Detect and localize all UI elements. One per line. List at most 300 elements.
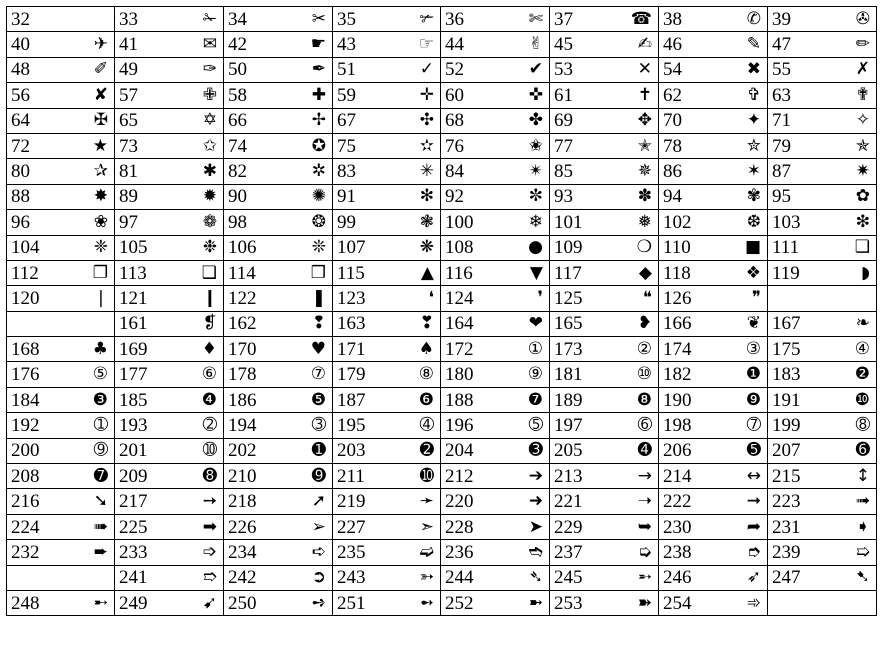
dingbat-glyph: ✰ [93,161,108,182]
table-cell [7,489,115,514]
table-cell [115,286,224,311]
char-code: 166 [663,313,692,335]
table-cell [333,540,441,565]
dingbat-glyph: ✐ [93,59,108,80]
table-cell [441,210,550,235]
char-code: 86 [663,161,682,183]
char-code: 250 [228,592,257,614]
char-code: 38 [663,8,682,30]
table-row [7,337,877,362]
char-code: 198 [663,414,692,436]
dingbat-glyph: ✔ [528,59,543,80]
dingbat-glyph: ➱ [202,567,217,588]
dingbat-glyph: ➉ [202,440,217,461]
table-row [7,311,877,336]
dingbat-glyph: ❁ [202,211,217,232]
dingbat-glyph: ✖ [746,59,761,80]
dingbat-glyph: ➇ [855,414,870,435]
table-cell [7,590,115,615]
char-code: 88 [11,186,30,208]
char-code: 176 [11,364,40,386]
dingbat-glyph: ➁ [202,414,217,435]
dingbat-glyph: ❙ [202,287,217,308]
char-code: 94 [663,186,682,208]
dingbat-glyph: ✌ [528,34,543,55]
char-code: 100 [445,211,474,233]
table-cell [333,108,441,133]
table-cell [441,489,550,514]
table-cell [441,514,550,539]
char-code: 204 [445,440,474,462]
dingbat-glyph: ➑ [202,465,217,486]
char-code: 70 [663,110,682,132]
char-code: 214 [663,465,692,487]
dingbat-glyph: ✱ [202,161,217,182]
dingbat-glyph: ❃ [419,211,434,232]
char-code: 201 [119,440,148,462]
table-cell [115,464,224,489]
char-code: 49 [119,59,138,81]
dingbat-glyph: ➾ [746,592,761,613]
dingbat-glyph: ➘ [93,491,108,512]
char-code: 55 [772,59,791,81]
dingbat-glyph: ● [528,237,543,258]
dingbat-glyph: → [637,465,652,486]
char-code: 249 [119,592,148,614]
table-cell [7,32,115,57]
dingbat-glyph: ❜ [537,287,543,308]
char-code: 207 [772,440,801,462]
char-code: 87 [772,161,791,183]
char-code: 233 [119,541,148,563]
dingbat-glyph: ❊ [311,237,326,258]
dingbat-glyph: ▼ [529,262,543,283]
char-code: 77 [554,135,573,157]
char-code: 253 [554,592,583,614]
char-code: 254 [663,592,692,614]
dingbat-glyph: ✶ [746,161,761,182]
char-code: 238 [663,541,692,563]
char-code: 203 [337,440,366,462]
dingbat-glyph: ⑩ [636,364,652,385]
char-code: 237 [554,541,583,563]
dingbat-glyph: ✒ [311,59,326,80]
table-cell [7,235,115,260]
table-row [7,362,877,387]
dingbat-glyph: ✡ [202,110,217,131]
char-code: 183 [772,364,801,386]
char-code: 120 [11,287,40,309]
table-cell [115,260,224,285]
char-code: 216 [11,491,40,513]
dingbat-glyph: ④ [854,338,870,359]
dingbat-glyph: ➡ [202,516,217,537]
dingbat-glyph: ➈ [93,440,108,461]
dingbat-glyph: ✤ [528,110,543,131]
dingbat-glyph: ➸ [93,592,108,613]
char-code: 41 [119,34,138,56]
dingbat-glyph: ③ [745,338,761,359]
table-cell [659,83,768,108]
dingbat-glyph: ❥ [637,313,652,334]
table-row [7,260,877,285]
dingbat-glyph: ❇ [855,211,870,232]
char-code: 32 [11,8,30,30]
char-code: 112 [11,262,39,284]
table-cell [333,590,441,615]
char-code: 220 [445,491,474,513]
char-code: 171 [337,338,366,360]
table-cell [7,133,115,158]
char-code: 46 [663,34,682,56]
dingbat-glyph: ✭ [637,135,652,156]
dingbat-glyph: ➓ [419,465,434,486]
table-cell [550,489,659,514]
char-code: 60 [445,84,464,106]
table-cell [659,159,768,184]
dingbat-glyph: ❆ [746,211,761,232]
char-code: 228 [445,516,474,538]
char-code: 98 [228,211,247,233]
table-cell [333,159,441,184]
table-row [7,387,877,412]
table-cell [659,32,768,57]
dingbat-glyph: ✞ [746,84,761,105]
dingbat-glyph: ➝ [637,491,652,512]
char-code: 102 [663,211,692,233]
dingbat-glyph: ➚ [311,491,326,512]
dingbat-glyph: ❄ [528,211,543,232]
char-code: 241 [119,567,148,589]
char-code: 126 [663,287,692,309]
dingbat-glyph: ✴ [528,161,543,182]
dingbat-glyph: ❸ [92,389,108,410]
char-code: 101 [554,211,583,233]
table-cell [768,387,877,412]
char-code: 239 [772,541,801,563]
table-cell [659,7,768,32]
dingbat-glyph: ➄ [528,414,543,435]
table-cell [441,590,550,615]
table-cell [441,7,550,32]
table-cell [224,590,333,615]
table-cell [224,260,333,285]
dingbat-glyph: ✕ [637,59,652,80]
char-code: 225 [119,516,148,538]
char-code: 124 [445,287,474,309]
char-code: 177 [119,364,148,386]
char-code: 205 [554,440,583,462]
char-code: 252 [445,592,474,614]
table-cell [224,7,333,32]
dingbat-glyph: ➜ [528,491,543,512]
char-code: 43 [337,34,356,56]
char-code: 47 [772,34,791,56]
table-cell [224,362,333,387]
dingbat-glyph: ❀ [93,211,108,232]
table-cell [115,108,224,133]
char-code: 186 [228,389,257,411]
table-cell [768,184,877,209]
dingbat-glyph: ➒ [311,465,326,486]
char-code: 243 [337,567,366,589]
table-cell [659,565,768,590]
dingbat-glyph: ❞ [751,287,761,308]
dingbat-glyph: ✄ [528,8,543,29]
table-cell [550,286,659,311]
char-code: 56 [11,84,30,106]
table-cell [333,133,441,158]
dingbat-glyph: ❿ [854,389,870,410]
char-code: 224 [11,516,40,538]
char-code: 218 [228,491,257,513]
table-cell [768,540,877,565]
dingbat-glyph: ✷ [855,161,870,182]
char-code: 34 [228,8,247,30]
dingbat-glyph: ➆ [746,414,761,435]
dingbat-glyph: ❚ [311,287,326,308]
char-code: 248 [11,592,40,614]
table-cell [333,57,441,82]
char-code: 174 [663,338,692,360]
table-row [7,489,877,514]
char-code: 170 [228,338,257,360]
char-code: 125 [554,287,583,309]
char-code: 67 [337,110,356,132]
dingbat-code-table [6,6,877,616]
table-cell [550,590,659,615]
table-row [7,235,877,260]
table-cell [333,7,441,32]
dingbat-glyph: ◆ [638,262,652,283]
table-cell [441,362,550,387]
dingbat-glyph: ✆ [746,8,761,29]
table-cell [768,362,877,387]
table-cell [768,413,877,438]
dingbat-glyph: ➊ [311,440,326,461]
dingbat-glyph: ❼ [527,389,543,410]
char-code: 195 [337,414,366,436]
dingbat-glyph: ➪ [311,541,326,562]
table-cell [7,311,115,336]
dingbat-glyph: ✩ [202,135,217,156]
dingbat-glyph: ✯ [855,135,870,156]
dingbat-glyph: ↔ [746,465,761,486]
table-cell [224,32,333,57]
table-cell [333,83,441,108]
char-code: 169 [119,338,148,360]
table-cell [333,464,441,489]
char-code: 123 [337,287,366,309]
table-cell [550,83,659,108]
char-code: 74 [228,135,247,157]
dingbat-glyph: ✇ [855,8,870,29]
table-cell [768,108,877,133]
char-code: 111 [772,237,800,259]
char-code: 79 [772,135,791,157]
table-cell [115,540,224,565]
table-cell [7,362,115,387]
char-code: 251 [337,592,366,614]
dingbat-glyph: ➏ [855,440,870,461]
dingbat-glyph: ✙ [202,84,217,105]
dingbat-glyph: ⑥ [201,364,217,385]
dingbat-glyph: ➽ [637,592,652,613]
dingbat-glyph: ✁ [202,8,217,29]
table-row [7,57,877,82]
char-code: 81 [119,161,138,183]
dingbat-glyph: ➶ [746,567,761,588]
char-code: 116 [445,262,473,284]
table-cell [7,286,115,311]
table-cell [768,210,877,235]
dingbat-glyph: ➳ [419,567,434,588]
char-code: 117 [554,262,582,284]
table-cell [333,311,441,336]
table-cell [550,184,659,209]
table-row [7,159,877,184]
char-code: 208 [11,465,40,487]
table-cell [224,311,333,336]
dingbat-glyph: ✠ [93,110,108,131]
table-row [7,540,877,565]
table-cell [224,464,333,489]
dingbat-glyph: ➍ [637,440,652,461]
char-code: 202 [228,440,257,462]
char-code: 95 [772,186,791,208]
table-cell [550,57,659,82]
table-cell [115,489,224,514]
dingbat-glyph: ❢ [311,313,326,334]
table-cell [224,438,333,463]
dingbat-glyph: ➨ [93,541,108,562]
dingbat-glyph: ✗ [855,59,870,80]
table-cell [550,133,659,158]
table-cell [224,540,333,565]
char-code: 180 [445,364,474,386]
char-code: 173 [554,338,583,360]
dingbat-glyph: ⑤ [92,364,108,385]
dingbat-glyph: ➀ [93,414,108,435]
table-cell [768,514,877,539]
table-cell [550,159,659,184]
table-cell [7,464,115,489]
char-code: 107 [337,237,366,259]
table-cell [7,387,115,412]
char-code: 164 [445,313,474,335]
table-cell [659,235,768,260]
char-code: 65 [119,110,138,132]
table-cell [768,32,877,57]
table-cell [768,83,877,108]
dingbat-glyph: ❋ [419,237,434,258]
table-cell [441,260,550,285]
table-cell [768,565,877,590]
dingbat-glyph: ♥ [310,338,326,359]
table-cell [7,565,115,590]
dingbat-glyph: ➧ [855,516,870,537]
table-cell [7,413,115,438]
table-row [7,184,877,209]
table-cell [333,32,441,57]
table-row [7,413,877,438]
table-row [7,438,877,463]
char-code: 242 [228,567,257,589]
char-code: 234 [228,541,257,563]
char-code: 163 [337,313,366,335]
dingbat-glyph: ✎ [746,34,761,55]
dingbat-glyph: ❺ [310,389,326,410]
table-cell [7,337,115,362]
dingbat-glyph: ■ [744,237,761,258]
table-cell [768,7,877,32]
table-cell [333,362,441,387]
dingbat-glyph: ➥ [637,516,652,537]
dingbat-glyph: ⑦ [310,364,326,385]
char-code: 191 [772,389,801,411]
dingbat-glyph: ★ [92,135,108,156]
char-code: 229 [554,516,583,538]
char-code: 200 [11,440,40,462]
table-cell [7,83,115,108]
table-cell [550,464,659,489]
char-code: 61 [554,84,573,106]
dingbat-glyph: ➛ [419,491,434,512]
table-cell [115,362,224,387]
char-code: 80 [11,161,30,183]
dingbat-glyph: ❡ [202,313,217,334]
char-code: 199 [772,414,801,436]
dingbat-glyph: ♠ [418,338,434,359]
table-cell [7,210,115,235]
char-code: 76 [445,135,464,157]
dingbat-glyph: ✓ [419,59,434,80]
dingbat-glyph: ✺ [311,186,326,207]
dingbat-glyph: ❛ [428,287,434,308]
dingbat-glyph: ✚ [311,84,326,105]
dingbat-glyph: ✸ [93,186,108,207]
char-code: 211 [337,465,365,487]
dingbat-glyph: ✪ [311,135,326,156]
char-code: 193 [119,414,148,436]
dingbat-glyph: ❒ [310,262,326,283]
dingbat-glyph: ② [636,338,652,359]
dingbat-glyph: ✾ [746,186,761,207]
dingbat-glyph: ✜ [528,84,543,105]
table-cell [550,210,659,235]
char-code: 188 [445,389,474,411]
char-code: 221 [554,491,583,513]
char-code: 184 [11,389,40,411]
table-cell [441,159,550,184]
char-code: 172 [445,338,474,360]
table-cell [7,438,115,463]
table-cell [550,514,659,539]
table-cell [115,235,224,260]
dingbat-glyph: ➼ [528,592,543,613]
table-cell [441,337,550,362]
char-code: 63 [772,84,791,106]
dingbat-glyph: ❷ [854,364,870,385]
dingbat-glyph: ❖ [745,262,761,283]
dingbat-glyph: ◗ [861,262,870,283]
char-code: 93 [554,186,573,208]
char-code: 109 [554,237,583,259]
table-cell [115,337,224,362]
char-code: 115 [337,262,365,284]
char-code: 113 [119,262,147,284]
table-cell [7,540,115,565]
